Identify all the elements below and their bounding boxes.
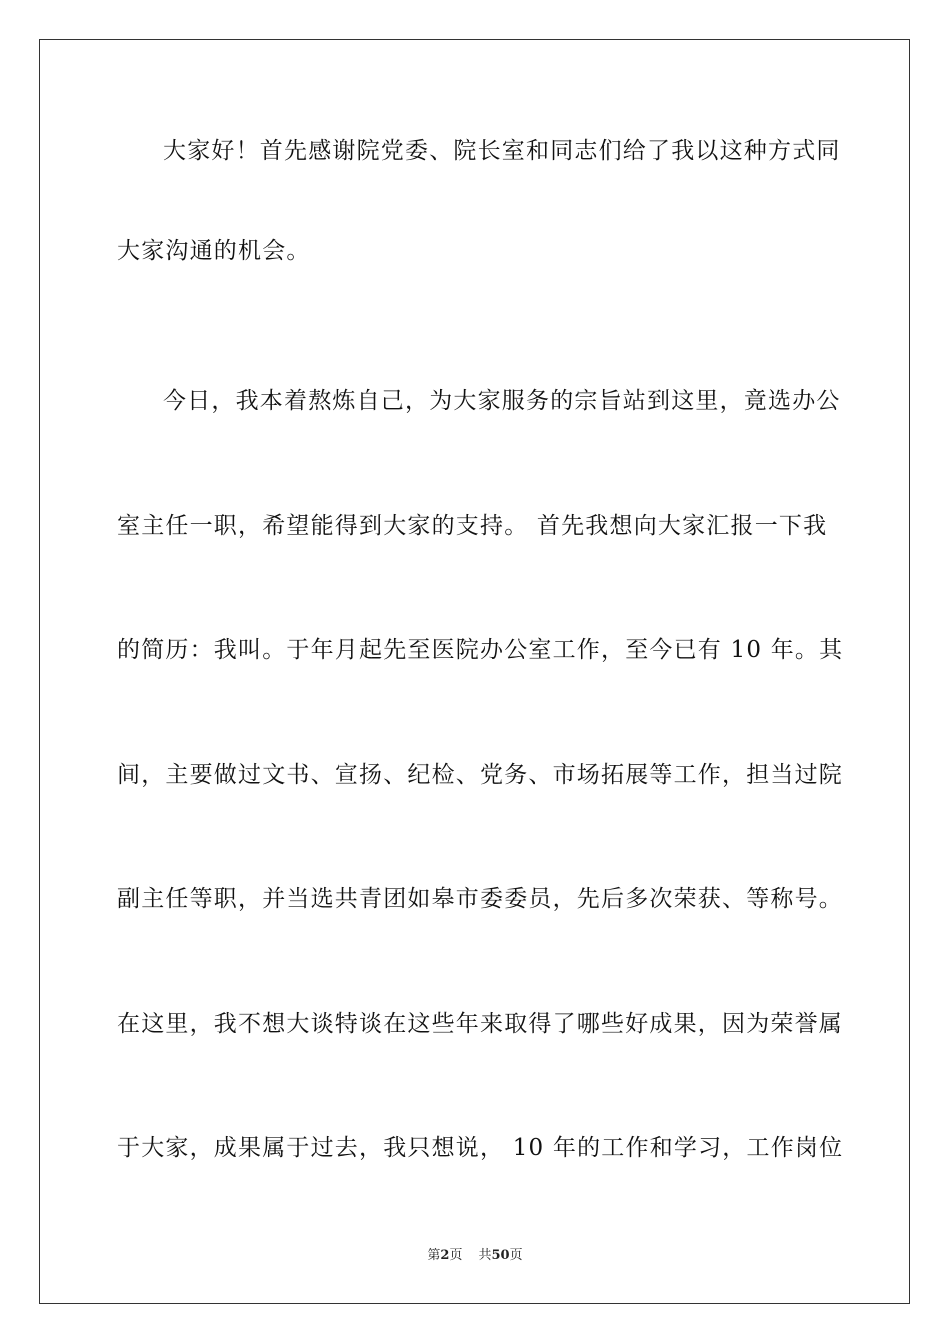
text-line-5: 的简历：我叫。于年月起先至医院办公室工作，至今已有 10 年。其: [117, 637, 844, 663]
text-line-6: 间，主要做过文书、宣扬、纪检、党务、市场拓展等工作，担当过院: [117, 762, 843, 788]
text-line-1: 大家好！首先感谢院党委、院长室和同志们给了我以这种方式同: [163, 138, 841, 164]
page-suffix: 页: [449, 1248, 463, 1263]
text-line-3: 今日，我本着熬炼自己，为大家服务的宗旨站到这里，竟选办公: [163, 388, 841, 414]
text-line-7: 副主任等职，并当选共青团如皋市委委员，先后多次荣获、等称号。: [117, 886, 843, 912]
text-line-8: 在这里，我不想大谈特谈在这些年来取得了哪些好成果，因为荣誉属: [117, 1011, 843, 1037]
page-number: 2: [440, 1248, 450, 1263]
page-footer: [0, 1247, 950, 1265]
text-line-9: 于大家，成果属于过去，我只想说， 10 年的工作和学习，工作岗位: [117, 1135, 844, 1161]
text-line-4: 室主任一职，希望能得到大家的支持。 首先我想向大家汇报一下我: [117, 513, 828, 539]
page-prefix: 第: [427, 1248, 441, 1263]
total-prefix: 共: [478, 1248, 492, 1263]
page-border: [39, 39, 910, 1304]
total-suffix: 页: [509, 1248, 523, 1263]
text-line-2: 大家沟通的机会。: [117, 238, 311, 264]
total-pages: 50: [491, 1248, 510, 1263]
